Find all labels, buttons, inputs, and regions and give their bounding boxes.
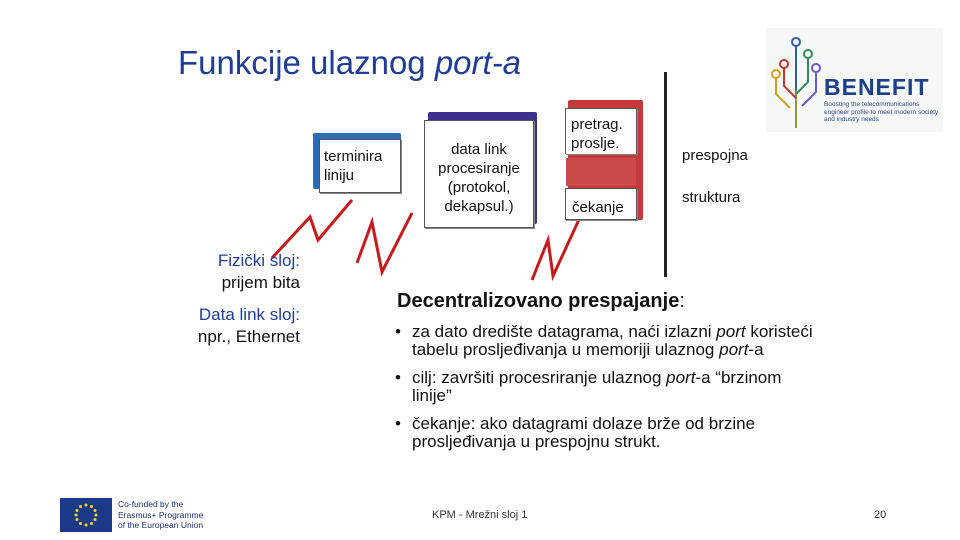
lookup-queue-box bbox=[565, 100, 643, 222]
benefit-logo bbox=[766, 28, 943, 132]
datalink-layer-desc: npr., Ethernet bbox=[197, 327, 300, 346]
benefit-wordmark: BENEFIT bbox=[824, 74, 930, 100]
eu-flag-icon bbox=[60, 498, 112, 532]
datalink-line-4: dekapsul.) bbox=[444, 198, 514, 215]
datalink-processing-box bbox=[424, 112, 537, 230]
datalink-layer-label: Data link sloj: bbox=[198, 305, 300, 324]
benefit-tagline: Boosting the telecommunications engineer profile to meet modern society and industry needs bbox=[824, 101, 939, 123]
terminate-line-1: terminira bbox=[324, 148, 383, 165]
zigzag-right bbox=[532, 213, 582, 280]
queue-label: čekanje bbox=[572, 199, 624, 216]
terminate-line-2: liniju bbox=[324, 167, 355, 184]
datalink-line-1: data link bbox=[451, 141, 507, 158]
slide-title: Funkcije ulaznog port-a bbox=[178, 44, 522, 81]
bullet-list bbox=[393, 323, 823, 461]
eu-cofunded-logo bbox=[60, 498, 234, 534]
terminate-line-box bbox=[313, 133, 401, 193]
fabric-label-bottom: struktura bbox=[682, 189, 741, 206]
switch-fabric-divider bbox=[664, 72, 667, 277]
bullet-item: • cilj: završiti procesriranje ulaznog port-a “brzinom linije” bbox=[393, 369, 823, 405]
fabric-label-top: prespojna bbox=[682, 147, 748, 164]
datalink-line-3: (protokol, bbox=[447, 179, 511, 196]
footer-text: KPM - Mrežni sloj 1 bbox=[432, 509, 528, 521]
bullet-item: • čekanje: ako datagrami dolaze brže od brzine prosljeđivanja u prespojnu strukt. bbox=[393, 415, 823, 451]
lookup-line-1: pretrag. bbox=[571, 116, 623, 133]
eu-logo-text: Co-funded by the Erasmus+ Programme of the European Union bbox=[118, 499, 204, 530]
physical-layer-text bbox=[218, 250, 300, 294]
section-heading: Decentralizovano prespajanje: bbox=[397, 290, 685, 312]
lookup-line-2: proslje. bbox=[571, 135, 620, 152]
physical-layer-desc: prijem bita bbox=[221, 273, 300, 292]
queue-bar-area bbox=[566, 158, 636, 186]
datalink-layer-text bbox=[198, 304, 300, 348]
circuit-tree-icon bbox=[766, 28, 826, 132]
page-number: 20 bbox=[874, 509, 887, 521]
bullet-item: • za dato dredište datagrama, naći izlazni port koristeći tabelu prosljeđivanja u memoriji ulaznog port-a bbox=[393, 323, 823, 359]
zigzag-middle bbox=[357, 213, 412, 272]
physical-layer-label: Fizički sloj: bbox=[217, 251, 300, 270]
datalink-line-2: procesiranje bbox=[438, 160, 520, 177]
